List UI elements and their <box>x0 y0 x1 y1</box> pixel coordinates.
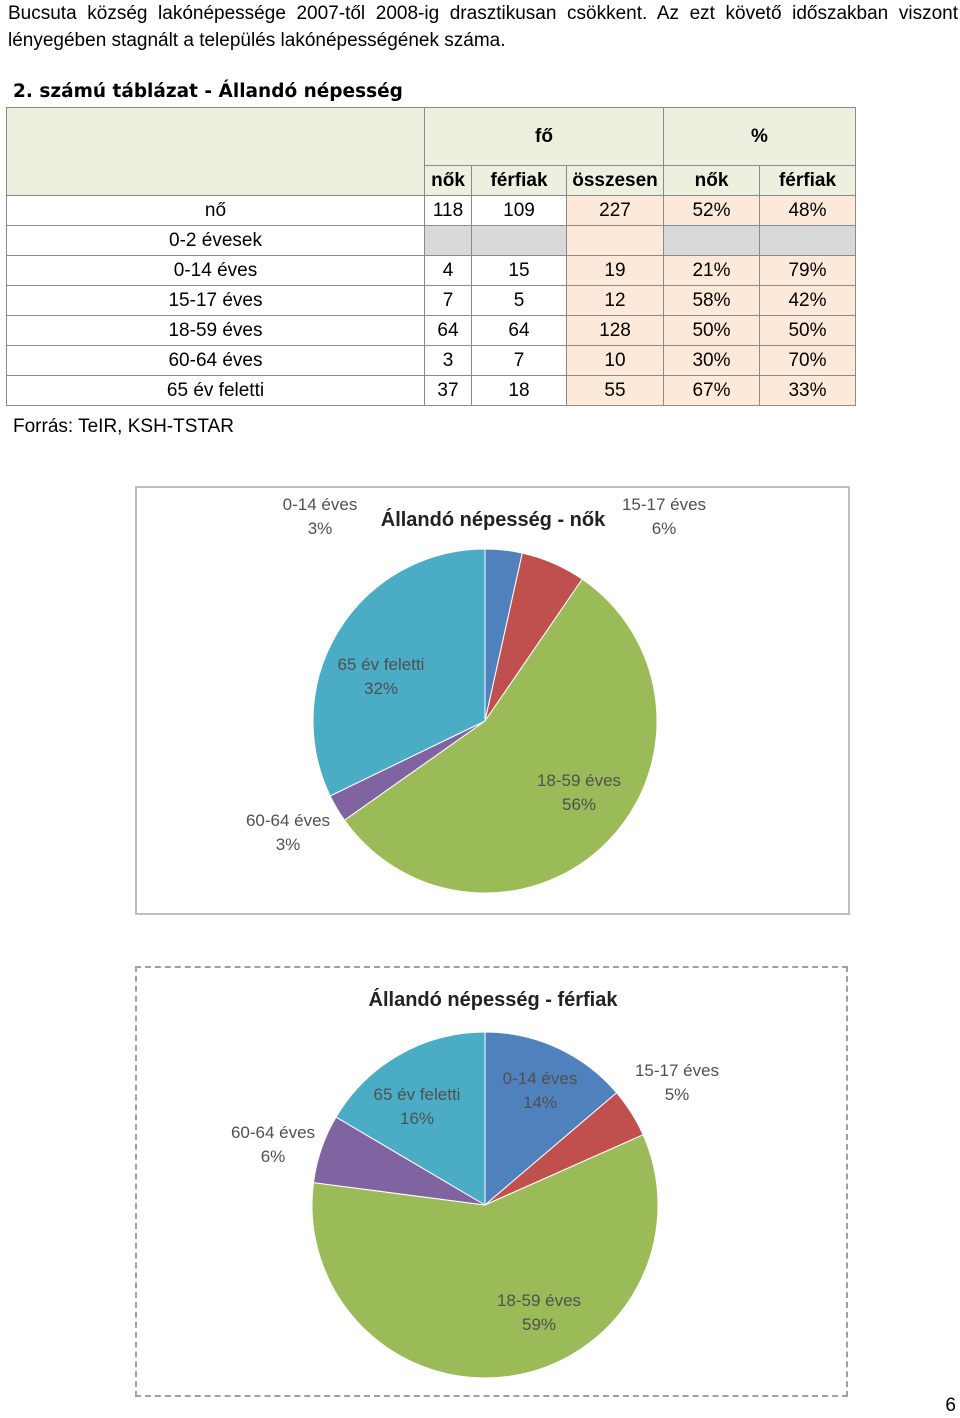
slice-label: 0-14 éves 14% <box>502 1069 578 1112</box>
table-cell: 67% <box>664 376 760 406</box>
table-cell: 50% <box>760 316 856 346</box>
table-row <box>7 226 856 256</box>
intro-paragraph: Bucsuta község lakónépessége 2007-től 2008-ig drasztikusan csökkent. Az ezt követő időszakban viszont lényegében stagnált a település lakónépességének száma. <box>8 3 958 51</box>
table-cell <box>567 226 664 256</box>
table-row <box>7 346 856 376</box>
slice-label: 0-14 éves 3% <box>282 495 358 538</box>
table-cell: 21% <box>664 256 760 286</box>
header-empty-cell <box>7 108 425 196</box>
table-cell: 50% <box>664 316 760 346</box>
table-cell <box>760 226 856 256</box>
table-cell: 4 <box>425 256 472 286</box>
table-cell: 118 <box>425 196 472 226</box>
table-row <box>7 286 856 316</box>
row-label: 0-14 éves <box>7 256 425 286</box>
table-row <box>7 256 856 286</box>
table-cell: 10 <box>567 346 664 376</box>
col-header-osszesen: összesen <box>567 166 664 196</box>
table-cell: 37 <box>425 376 472 406</box>
table-cell: 128 <box>567 316 664 346</box>
slice-label: 15-17 éves 6% <box>621 495 707 538</box>
table-cell <box>472 226 567 256</box>
population-table <box>6 107 856 406</box>
table-cell: 19 <box>567 256 664 286</box>
table-source: Forrás: TeIR, KSH-TSTAR <box>13 416 234 437</box>
slice-label: 60-64 éves 3% <box>245 811 331 854</box>
pie-chart-women <box>135 486 850 915</box>
table-row <box>7 376 856 406</box>
table-cell <box>664 226 760 256</box>
table-caption: 2. számú táblázat - Állandó népesség <box>13 81 403 102</box>
pie-chart-men-svg <box>137 968 846 1395</box>
table-cell: 48% <box>760 196 856 226</box>
col-header-nok: nők <box>425 166 472 196</box>
table-cell: 33% <box>760 376 856 406</box>
row-label: 65 év feletti <box>7 376 425 406</box>
table-cell: 7 <box>425 286 472 316</box>
page-number: 6 <box>945 1395 956 1416</box>
table-cell: 70% <box>760 346 856 376</box>
table-cell: 15 <box>472 256 567 286</box>
table-cell: 64 <box>425 316 472 346</box>
col-header-ferfiak: férfiak <box>472 166 567 196</box>
table-cell: 30% <box>664 346 760 376</box>
table-cell: 64 <box>472 316 567 346</box>
slice-label: 60-64 éves 6% <box>230 1123 316 1166</box>
table-cell: 52% <box>664 196 760 226</box>
slice-label: 15-17 éves 5% <box>634 1061 720 1104</box>
table-cell: 109 <box>472 196 567 226</box>
table-cell: 3 <box>425 346 472 376</box>
table-cell: 18 <box>472 376 567 406</box>
table-cell: 7 <box>472 346 567 376</box>
table-header-row <box>7 108 856 166</box>
row-label: 0-2 évesek <box>7 226 425 256</box>
table-cell: 5 <box>472 286 567 316</box>
group-header-percent: % <box>664 108 856 166</box>
pie-chart-women-svg <box>137 488 848 913</box>
table-cell: 42% <box>760 286 856 316</box>
group-header-fo: fő <box>425 108 664 166</box>
table-cell: 58% <box>664 286 760 316</box>
row-label: 18-59 éves <box>7 316 425 346</box>
slice-label: 65 év feletti 16% <box>373 1085 461 1128</box>
slice-label: 65 év feletti 32% <box>337 655 425 698</box>
table-cell: 79% <box>760 256 856 286</box>
row-label: 60-64 éves <box>7 346 425 376</box>
slice-label: 18-59 éves 59% <box>496 1291 582 1334</box>
col-header-nok-pct: nők <box>664 166 760 196</box>
table-cell: 55 <box>567 376 664 406</box>
chart-title: Állandó népesség - nők <box>380 509 606 531</box>
table-cell <box>425 226 472 256</box>
row-label: nő <box>7 196 425 226</box>
table-row <box>7 316 856 346</box>
chart-title: Állandó népesség - férfiak <box>368 989 618 1011</box>
col-header-ferfiak-pct: férfiak <box>760 166 856 196</box>
slice-label: 18-59 éves 56% <box>536 771 622 814</box>
row-label: 15-17 éves <box>7 286 425 316</box>
table-cell: 12 <box>567 286 664 316</box>
pie-chart-men <box>135 966 848 1397</box>
table-row <box>7 196 856 226</box>
table-cell: 227 <box>567 196 664 226</box>
